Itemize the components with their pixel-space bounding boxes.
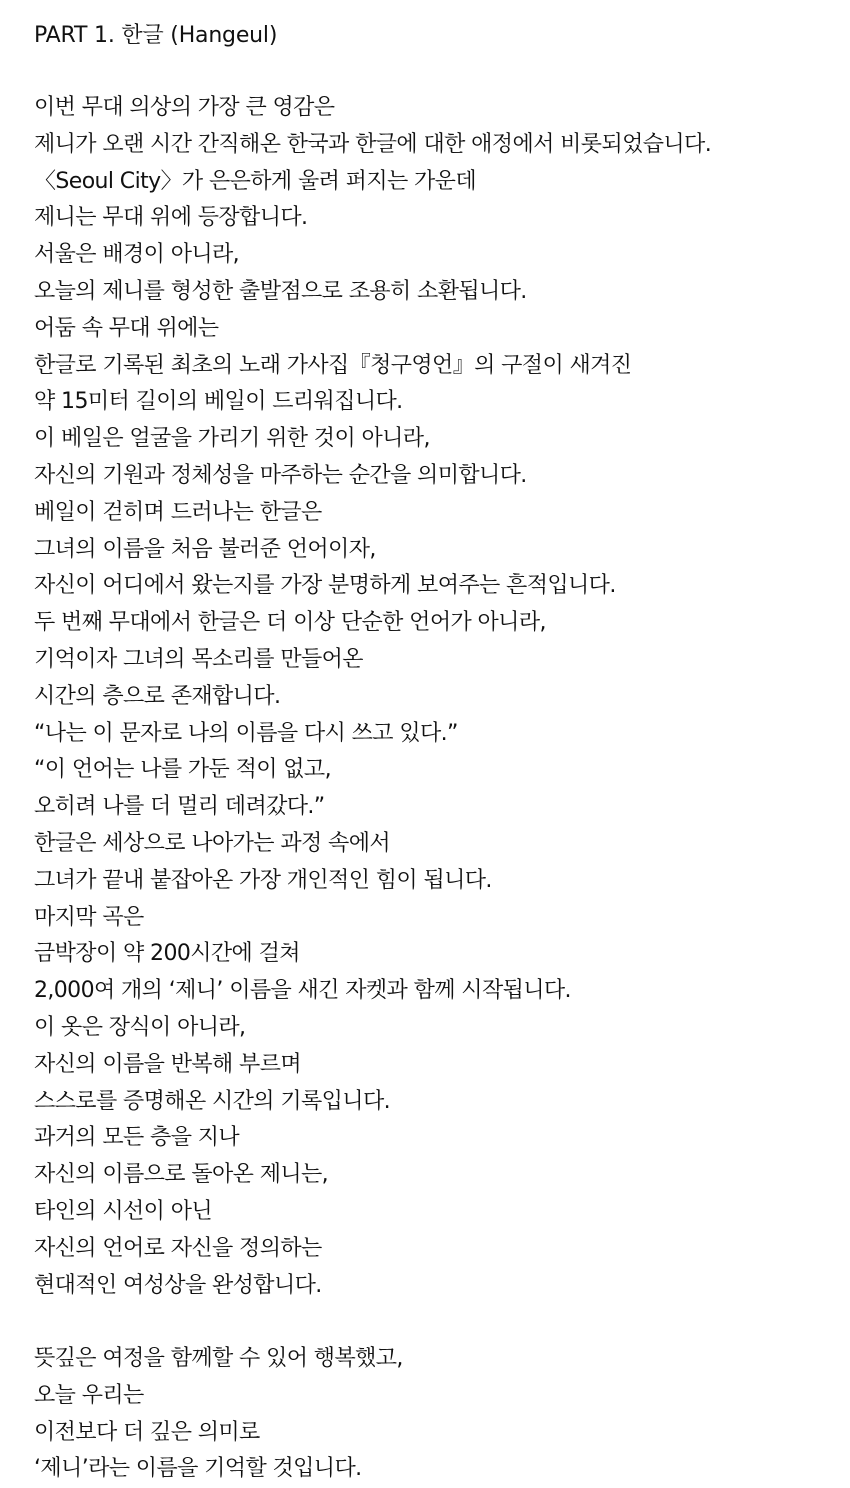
text-line: 그녀가 끝내 붙잡아온 가장 개인적인 힘이 됩니다.	[34, 867, 492, 893]
text-line: 제니가 오랜 시간 간직해온 한국과 한글에 대한 애정에서 비롯되었습니다.	[34, 131, 712, 157]
text-line: 자신의 기원과 정체성을 마주하는 순간을 의미합니다.	[34, 462, 527, 488]
text-line: “이 언어는 나를 가둔 적이 없고,	[34, 757, 331, 783]
text-line: 어둠 속 무대 위에는	[34, 315, 219, 341]
text-line: 자신의 이름을 반복해 부르며	[34, 1051, 302, 1077]
text-line: 오늘의 제니를 형성한 출발점으로 조용히 소환됩니다.	[34, 278, 527, 304]
text-line: 제니는 무대 위에 등장합니다.	[34, 205, 308, 231]
document-body	[34, 90, 834, 1488]
text-line: 서울은 배경이 아니라,	[34, 242, 240, 268]
text-line: 두 번째 무대에서 한글은 더 이상 단순한 언어가 아니라,	[34, 610, 546, 636]
paragraph	[34, 90, 834, 1304]
text-line: 시간의 층으로 존재합니다.	[34, 683, 281, 709]
text-line: 오늘 우리는	[34, 1382, 144, 1408]
text-line: 그녀의 이름을 처음 불러준 언어이자,	[34, 536, 376, 562]
text-line: 기억이자 그녀의 목소리를 만들어온	[34, 646, 363, 672]
text-line: 〈Seoul City〉가 은은하게 울려 퍼지는 가운데	[34, 168, 476, 194]
text-line: 한글은 세상으로 나아가는 과정 속에서	[34, 830, 391, 856]
text-line: “나는 이 문자로 나의 이름을 다시 쓰고 있다.”	[34, 720, 458, 746]
text-line: 자신의 언어로 자신을 정의하는	[34, 1235, 322, 1261]
text-line: 이전보다 더 깊은 의미로	[34, 1419, 260, 1445]
page-title: PART 1. 한글 (Hangeul)	[34, 23, 278, 48]
text-line: 베일이 걷히며 드러나는 한글은	[34, 499, 322, 525]
text-line: 현대적인 여성상을 완성합니다.	[34, 1272, 322, 1298]
text-line: 타인의 시선이 아닌	[34, 1198, 213, 1224]
text-line: 약 15미터 길이의 베일이 드리워집니다.	[34, 389, 403, 415]
text-line: 2,000여 개의 ‘제니’ 이름을 새긴 자켓과 함께 시작됩니다.	[34, 978, 571, 1004]
text-line: 이 베일은 얼굴을 가리기 위한 것이 아니라,	[34, 426, 430, 452]
text-line: 뜻깊은 여정을 함께할 수 있어 행복했고,	[34, 1346, 403, 1372]
text-line: 이번 무대 의상의 가장 큰 영감은	[34, 95, 335, 120]
document-page	[34, 18, 834, 1488]
text-line: 스스로를 증명해온 시간의 기록입니다.	[34, 1088, 391, 1114]
text-line: 한글로 기록된 최초의 노래 가사집『청구영언』의 구절이 새겨진	[34, 352, 632, 378]
text-line: 오히려 나를 더 멀리 데려갔다.”	[34, 794, 325, 820]
paragraph-gap	[34, 1304, 834, 1341]
paragraph	[34, 1341, 834, 1488]
text-line: 금박장이 약 200시간에 걸쳐	[34, 941, 300, 967]
text-line: 이 옷은 장식이 아니라,	[34, 1014, 246, 1040]
text-line: ‘제니’라는 이름을 기억할 것입니다.	[34, 1456, 362, 1482]
text-line: 자신의 이름으로 돌아온 제니는,	[34, 1162, 329, 1188]
text-line: 마지막 곡은	[34, 904, 144, 930]
text-line: 과거의 모든 층을 지나	[34, 1125, 240, 1151]
text-line: 자신이 어디에서 왔는지를 가장 분명하게 보여주는 흔적입니다.	[34, 573, 616, 599]
